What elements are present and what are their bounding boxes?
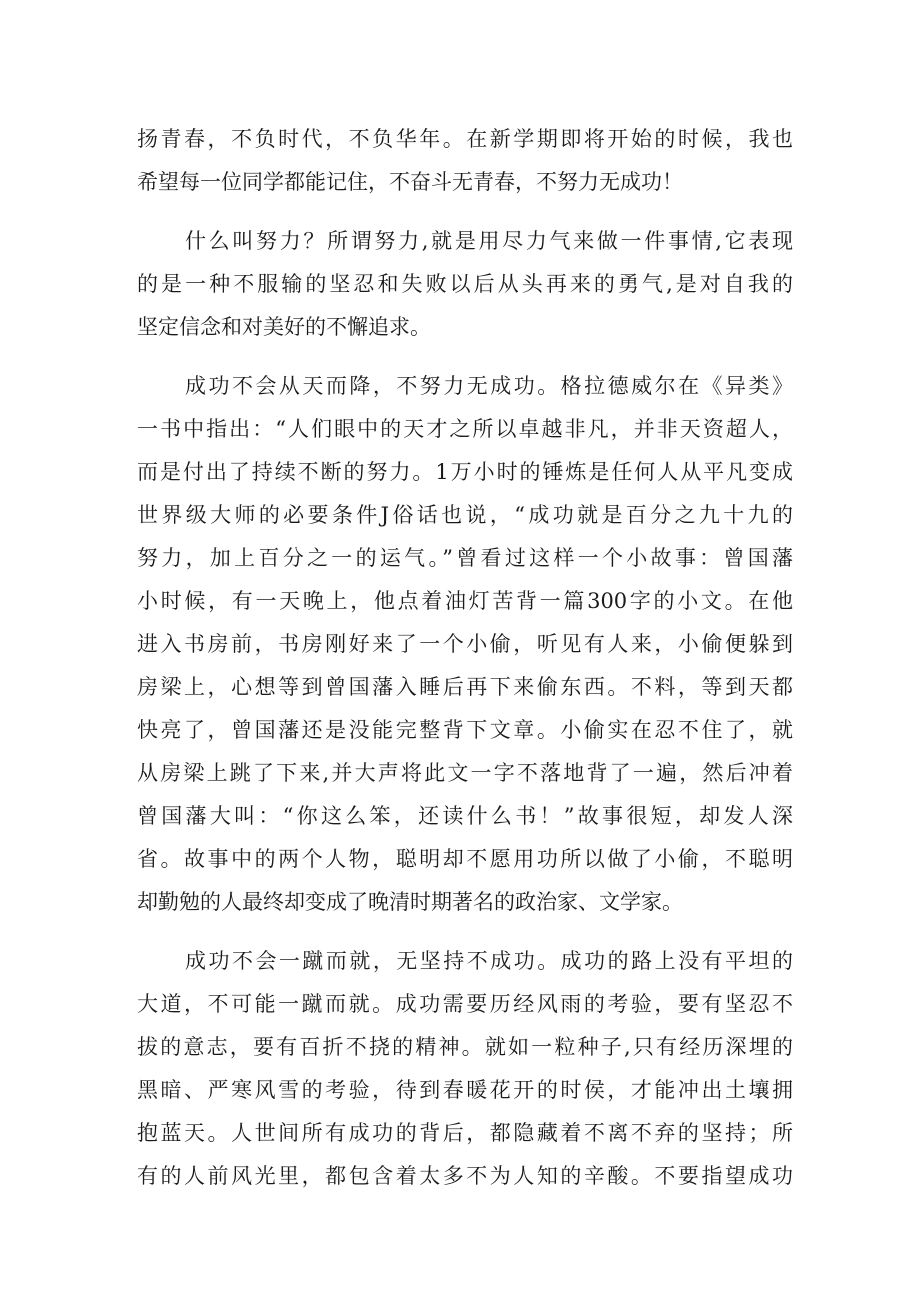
text-line: 世界级大师的必要条件J俗话也说，“成功就是百分之九十九的 — [137, 503, 793, 527]
text-line: 的是一种不服输的坚忍和失败以后从头再来的勇气,是对自我的 — [137, 272, 793, 296]
paragraph — [137, 940, 793, 1198]
text-line: 从房梁上跳了下来,并大声将此文一字不落地背了一遍，然后冲着 — [137, 761, 793, 785]
text-line: 快亮了，曾国藩还是没能完整背下文章。小偷实在忍不住了，就 — [137, 718, 793, 742]
text-line: 成功不会一蹴而就，无坚持不成功。成功的路上没有平坦的 — [185, 949, 793, 973]
text-line: 而是付出了持续不断的努力。1万小时的锤炼是任何人从平凡变成 — [137, 460, 793, 484]
text-line: 曾国藩大叫：“你这么笨，还读什么书！”故事很短，却发人深 — [137, 804, 793, 828]
text-line: 小时候，有一天晚上，他点着油灯苦背一篇300字的小文。在他 — [137, 589, 793, 613]
text-line: 省。故事中的两个人物，聪明却不愿用功所以做了小偷，不聪明 — [137, 847, 793, 871]
text-line: 有的人前风光里，都包含着太多不为人知的辛酸。不要指望成功 — [137, 1164, 793, 1188]
text-line: 进入书房前，书房刚好来了一个小偷，听见有人来，小偷便躲到 — [137, 632, 793, 656]
text-line: 抱蓝天。人世间所有成功的背后，都隐藏着不离不弃的坚持；所 — [137, 1121, 793, 1145]
text-line: 努力，加上百分之一的运气。”曾看过这样一个小故事：曾国藩 — [137, 546, 793, 570]
text-line: 希望每一位同学都能记住，不奋斗无青春，不努力无成功！ — [137, 170, 683, 194]
text-line: 坚定信念和对美好的不懈追求。 — [137, 315, 431, 339]
text-line: 扬青春，不负时代，不负华年。在新学期即将开始的时候，我也 — [137, 127, 793, 151]
text-line: 拔的意志，要有百折不挠的精神。就如一粒种子,只有经历深埋的 — [137, 1035, 793, 1059]
text-line: 大道，不可能一蹴而就。成功需要历经风雨的考验，要有坚忍不 — [137, 992, 793, 1016]
document-body — [137, 118, 793, 1214]
text-line: 成功不会从天而降，不努力无成功。格拉德威尔在《异类》 — [185, 374, 793, 398]
paragraph — [137, 220, 793, 349]
text-line: 什么叫努力？所谓努力,就是用尽力气来做一件事情,它表现 — [185, 229, 793, 253]
text-line: 却勤勉的人最终却变成了晚清时期著名的政治家、文学家。 — [137, 890, 683, 914]
text-line: 黑暗、严寒风雪的考验，待到春暖花开的时侯，才能冲出土壤拥 — [137, 1078, 793, 1102]
text-line: 一书中指出：“人们眼中的天才之所以卓越非凡，并非天资超人， — [137, 417, 793, 441]
paragraph — [137, 365, 793, 924]
text-line: 房梁上，心想等到曾国藩入睡后再下来偷东西。不料，等到天都 — [137, 675, 793, 699]
paragraph — [137, 118, 793, 204]
